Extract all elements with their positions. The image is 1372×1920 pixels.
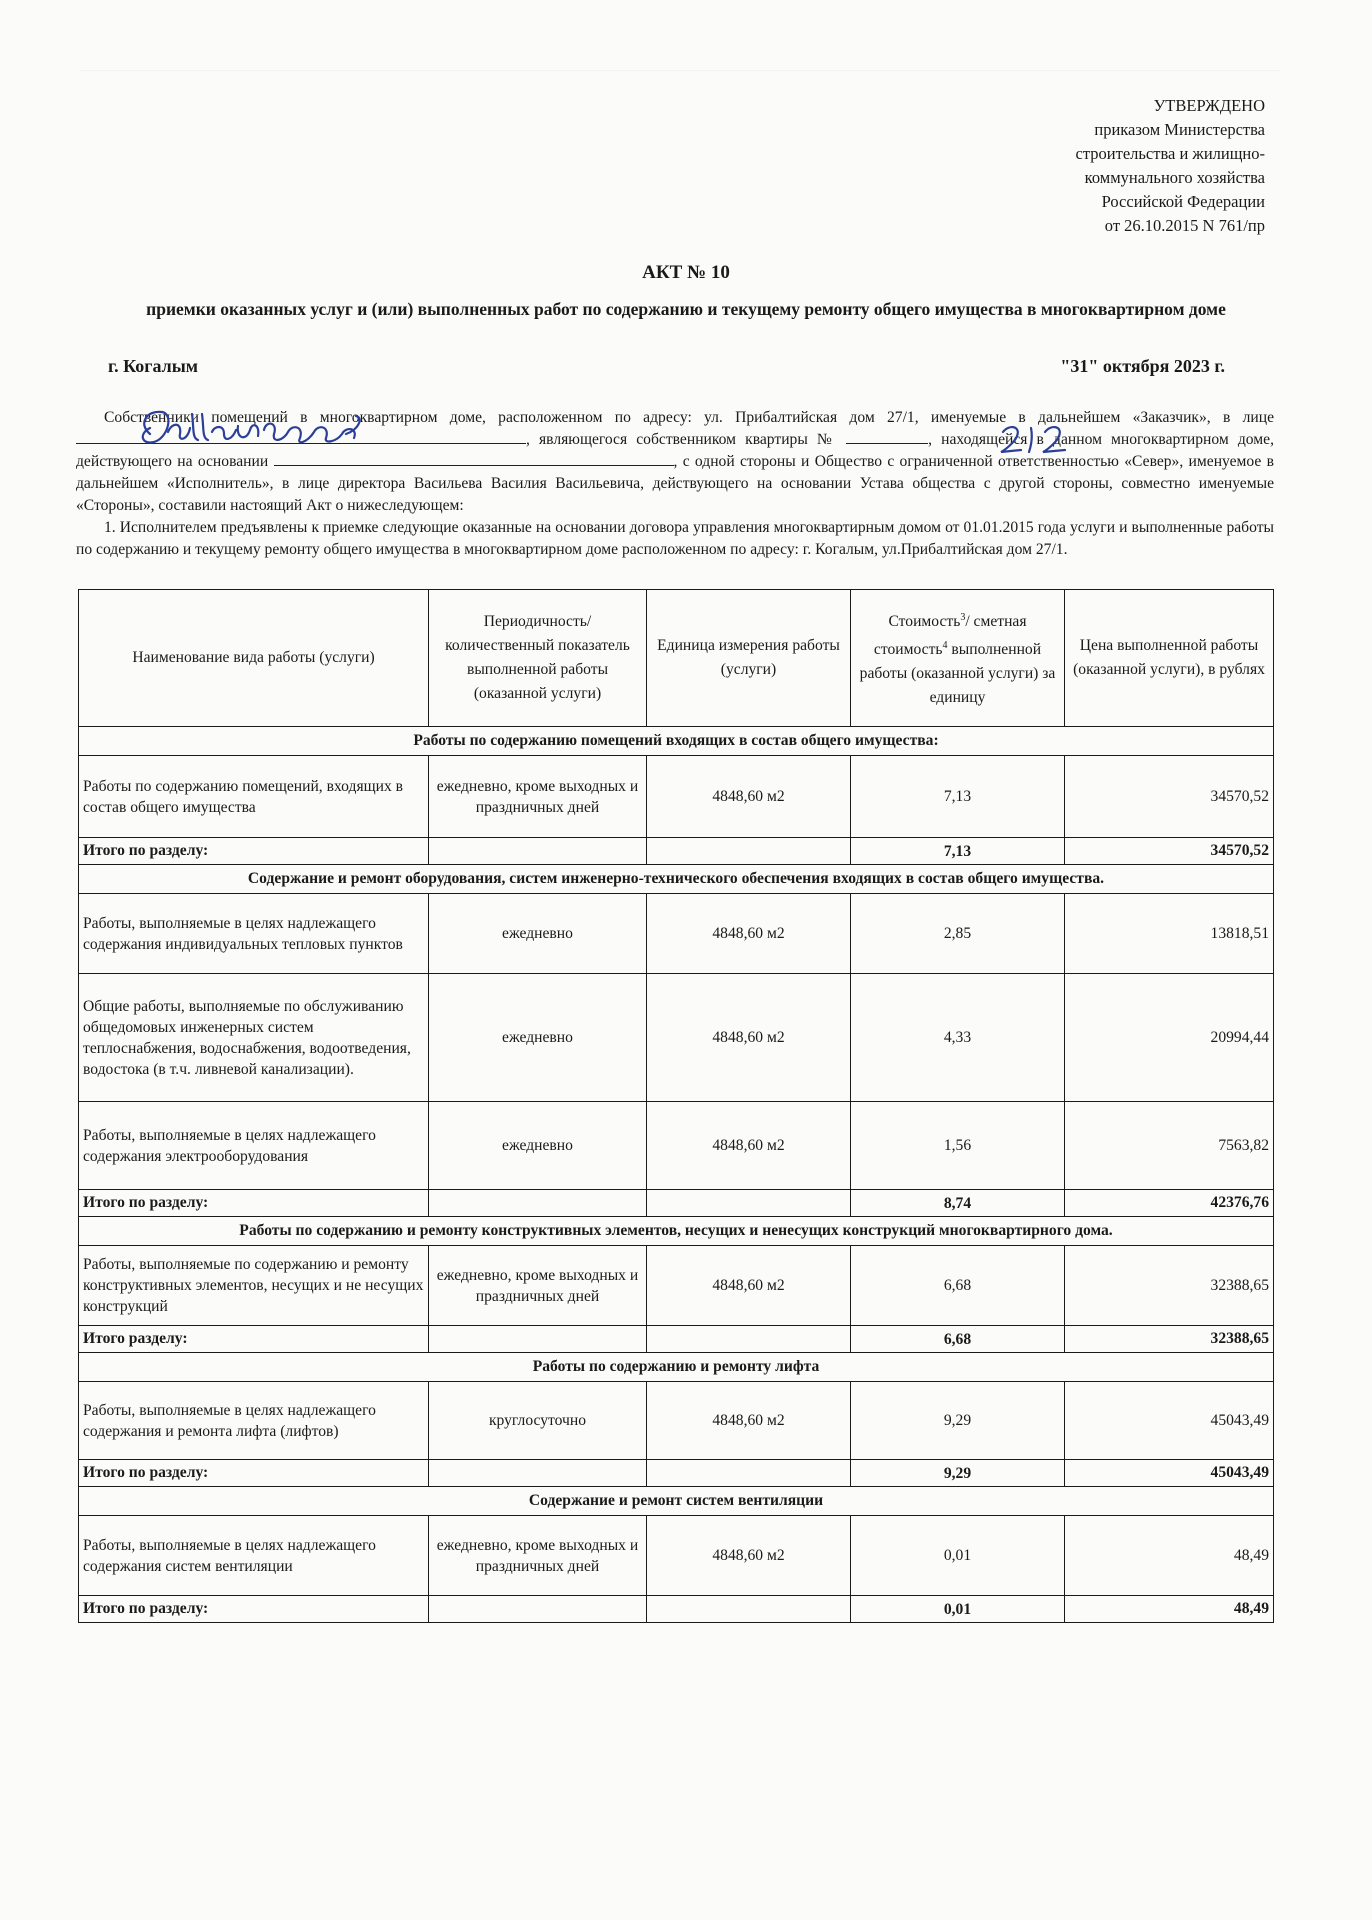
section-title: Содержание и ремонт систем вентиляции [79, 1487, 1274, 1516]
table-row [79, 1516, 1274, 1596]
work-name: Работы, выполняемые в целях надлежащего содержания и ремонта лифта (лифтов) [79, 1382, 429, 1460]
work-period: круглосуточно [429, 1382, 647, 1460]
table-row [79, 974, 1274, 1102]
table-row [79, 1382, 1274, 1460]
empty-cell [429, 838, 647, 865]
work-price: 32388,65 [1065, 1246, 1274, 1326]
work-cost: 9,29 [851, 1382, 1065, 1460]
act-city: г. Когалым [108, 356, 199, 376]
section-header-row [79, 1353, 1274, 1382]
apartment-number-blank [846, 442, 928, 444]
empty-cell [647, 1190, 851, 1217]
work-name: Работы, выполняемые по содержанию и ремонту конструктивных элементов, несущих и не несущих конструкций [79, 1246, 429, 1326]
section-title: Работы по содержанию и ремонту конструктивных элементов, несущих и ненесущих конструкций многоквартирного дома. [79, 1217, 1274, 1246]
work-price: 48,49 [1065, 1516, 1274, 1596]
work-unit: 4848,60 м2 [647, 1102, 851, 1190]
intro-text: , являющегося собственником квартиры № [526, 431, 838, 448]
work-period: ежедневно, кроме выходных и праздничных дней [429, 1246, 647, 1326]
table-row [79, 1102, 1274, 1190]
empty-cell [647, 1596, 851, 1623]
work-unit: 4848,60 м2 [647, 894, 851, 974]
total-cost: 6,68 [851, 1326, 1065, 1353]
section-total-row [79, 1596, 1274, 1623]
approval-line: приказом Министерства [1094, 120, 1265, 139]
work-name: Общие работы, выполняемые по обслуживанию общедомовых инженерных систем теплоснабжения, водоснабжения, водоотведения, водостока (в т.ч. ливневой канализации). [79, 974, 429, 1102]
empty-cell [429, 1460, 647, 1487]
approval-line: от 26.10.2015 N 761/пр [1104, 216, 1265, 235]
work-unit: 4848,60 м2 [647, 756, 851, 838]
act-subtitle: приемки оказанных услуг и (или) выполненных работ по содержанию и текущему ремонту общего имущества в многоквартирном доме [146, 299, 1226, 319]
work-price: 7563,82 [1065, 1102, 1274, 1190]
work-period: ежедневно [429, 894, 647, 974]
col-header-name: Наименование вида работы (услуги) [79, 590, 429, 727]
handwritten-signature [128, 404, 408, 452]
empty-cell [647, 1326, 851, 1353]
work-name: Работы, выполняемые в целях надлежащего содержания систем вентиляции [79, 1516, 429, 1596]
handwritten-apartment-number [995, 420, 1085, 454]
work-unit: 4848,60 м2 [647, 1382, 851, 1460]
total-label: Итого разделу: [79, 1326, 429, 1353]
table-row [79, 894, 1274, 974]
col-header-cost [851, 590, 1065, 727]
total-price: 34570,52 [1065, 838, 1274, 865]
work-unit: 4848,60 м2 [647, 1246, 851, 1326]
col-header-unit: Единица измерения работы (услуги) [647, 590, 851, 727]
table-header-row [79, 590, 1274, 727]
works-table [78, 589, 1274, 1623]
total-price: 42376,76 [1065, 1190, 1274, 1217]
work-unit: 4848,60 м2 [647, 1516, 851, 1596]
empty-cell [647, 838, 851, 865]
empty-cell [429, 1596, 647, 1623]
section-total-row [79, 1326, 1274, 1353]
approval-line: строительства и жилищно- [1075, 144, 1265, 163]
cost-header-part: / сметная стоимость [873, 613, 1027, 659]
section-header-row [79, 1487, 1274, 1516]
work-period: ежедневно, кроме выходных и праздничных дней [429, 1516, 647, 1596]
section-header-row [79, 865, 1274, 894]
work-cost: 6,68 [851, 1246, 1065, 1326]
empty-cell [647, 1460, 851, 1487]
total-cost: 7,13 [851, 838, 1065, 865]
total-label: Итого по разделу: [79, 1460, 429, 1487]
intro-text: , с одной стороны и Общество с ограниченной ответственностью «Север», именуемое в дальнейшем «Исполнитель», в лице директора Васильева Василия Васильевича, действующего на основании Устава общества с другой стороны, совместно именуемые «Стороны», составили настоящий Акт о нижеследующем: [76, 453, 1274, 514]
work-name: Работы, выполняемые в целях надлежащего содержания электрооборудования [79, 1102, 429, 1190]
section-total-row [79, 838, 1274, 865]
total-cost: 9,29 [851, 1460, 1065, 1487]
work-period: ежедневно, кроме выходных и праздничных дней [429, 756, 647, 838]
total-label: Итого по разделу: [79, 1596, 429, 1623]
work-cost: 4,33 [851, 974, 1065, 1102]
approval-line: Российской Федерации [1101, 192, 1265, 211]
basis-blank [274, 464, 674, 466]
cost-header-part: Стоимость [888, 613, 961, 630]
cost-header-part: выполненной работы (оказанной услуги) за единицу [859, 641, 1056, 707]
total-price: 32388,65 [1065, 1326, 1274, 1353]
total-label: Итого по разделу: [79, 838, 429, 865]
act-title: АКТ № 10 [642, 262, 730, 283]
total-price: 45043,49 [1065, 1460, 1274, 1487]
section-title: Содержание и ремонт оборудования, систем инженерно-технического обеспечения входящих в состав общего имущества. [79, 865, 1274, 894]
approval-line: УТВЕРЖДЕНО [1153, 96, 1265, 115]
work-cost: 1,56 [851, 1102, 1065, 1190]
table-row [79, 756, 1274, 838]
work-price: 34570,52 [1065, 756, 1274, 838]
section-header-row [79, 727, 1274, 756]
work-unit: 4848,60 м2 [647, 974, 851, 1102]
section-total-row [79, 1190, 1274, 1217]
total-label: Итого по разделу: [79, 1190, 429, 1217]
empty-cell [429, 1190, 647, 1217]
intro-paragraph [76, 517, 1274, 561]
table-row [79, 1246, 1274, 1326]
total-cost: 8,74 [851, 1190, 1065, 1217]
empty-cell [429, 1326, 647, 1353]
work-price: 45043,49 [1065, 1382, 1274, 1460]
section-title: Работы по содержанию и ремонту лифта [79, 1353, 1274, 1382]
work-cost: 2,85 [851, 894, 1065, 974]
apartment-number-handwriting-icon [995, 420, 1085, 454]
footnote-mark: 4 [942, 640, 948, 651]
work-cost: 0,01 [851, 1516, 1065, 1596]
act-date: "31" октября 2023 г. [1060, 356, 1225, 376]
col-header-period: Периодичность/ количественный показатель выполненной работы (оказанной услуги) [429, 590, 647, 727]
total-cost: 0,01 [851, 1596, 1065, 1623]
section-header-row [79, 1217, 1274, 1246]
work-cost: 7,13 [851, 756, 1065, 838]
section-title: Работы по содержанию помещений входящих в состав общего имущества: [79, 727, 1274, 756]
intro-text: Собственники помещений в многоквартирном доме, расположенном по адресу: ул. Прибалтийская дом 27/1, именуемые в дальнейшем «Заказчик», в лице [104, 409, 1274, 426]
intro-text: 1. Исполнителем предъявлены к приемке следующие оказанные на основании договора управления многоквартирным домом от 01.01.2015 года услуги и выполненные работы по содержанию и текущему ремонту общего имущества в многоквартирном доме расположенном по адресу: г. Когалым, ул.Прибалтийская дом 27/1. [76, 519, 1274, 558]
footnote-mark: 3 [960, 611, 966, 623]
approval-line: коммунального хозяйства [1084, 168, 1265, 187]
work-period: ежедневно [429, 974, 647, 1102]
section-total-row [79, 1460, 1274, 1487]
work-period: ежедневно [429, 1102, 647, 1190]
work-price: 20994,44 [1065, 974, 1274, 1102]
col-header-price: Цена выполненной работы (оказанной услуги), в рублях [1065, 590, 1274, 727]
work-name: Работы по содержанию помещений, входящих в состав общего имущества [79, 756, 429, 838]
total-price: 48,49 [1065, 1596, 1274, 1623]
intro-text: , находящейся в данном многоквартирном доме, действующего на основании [76, 431, 1274, 470]
work-price: 13818,51 [1065, 894, 1274, 974]
work-name: Работы, выполняемые в целях надлежащего содержания индивидуальных тепловых пунктов [79, 894, 429, 974]
approval-stamp-text [1076, 94, 1265, 238]
